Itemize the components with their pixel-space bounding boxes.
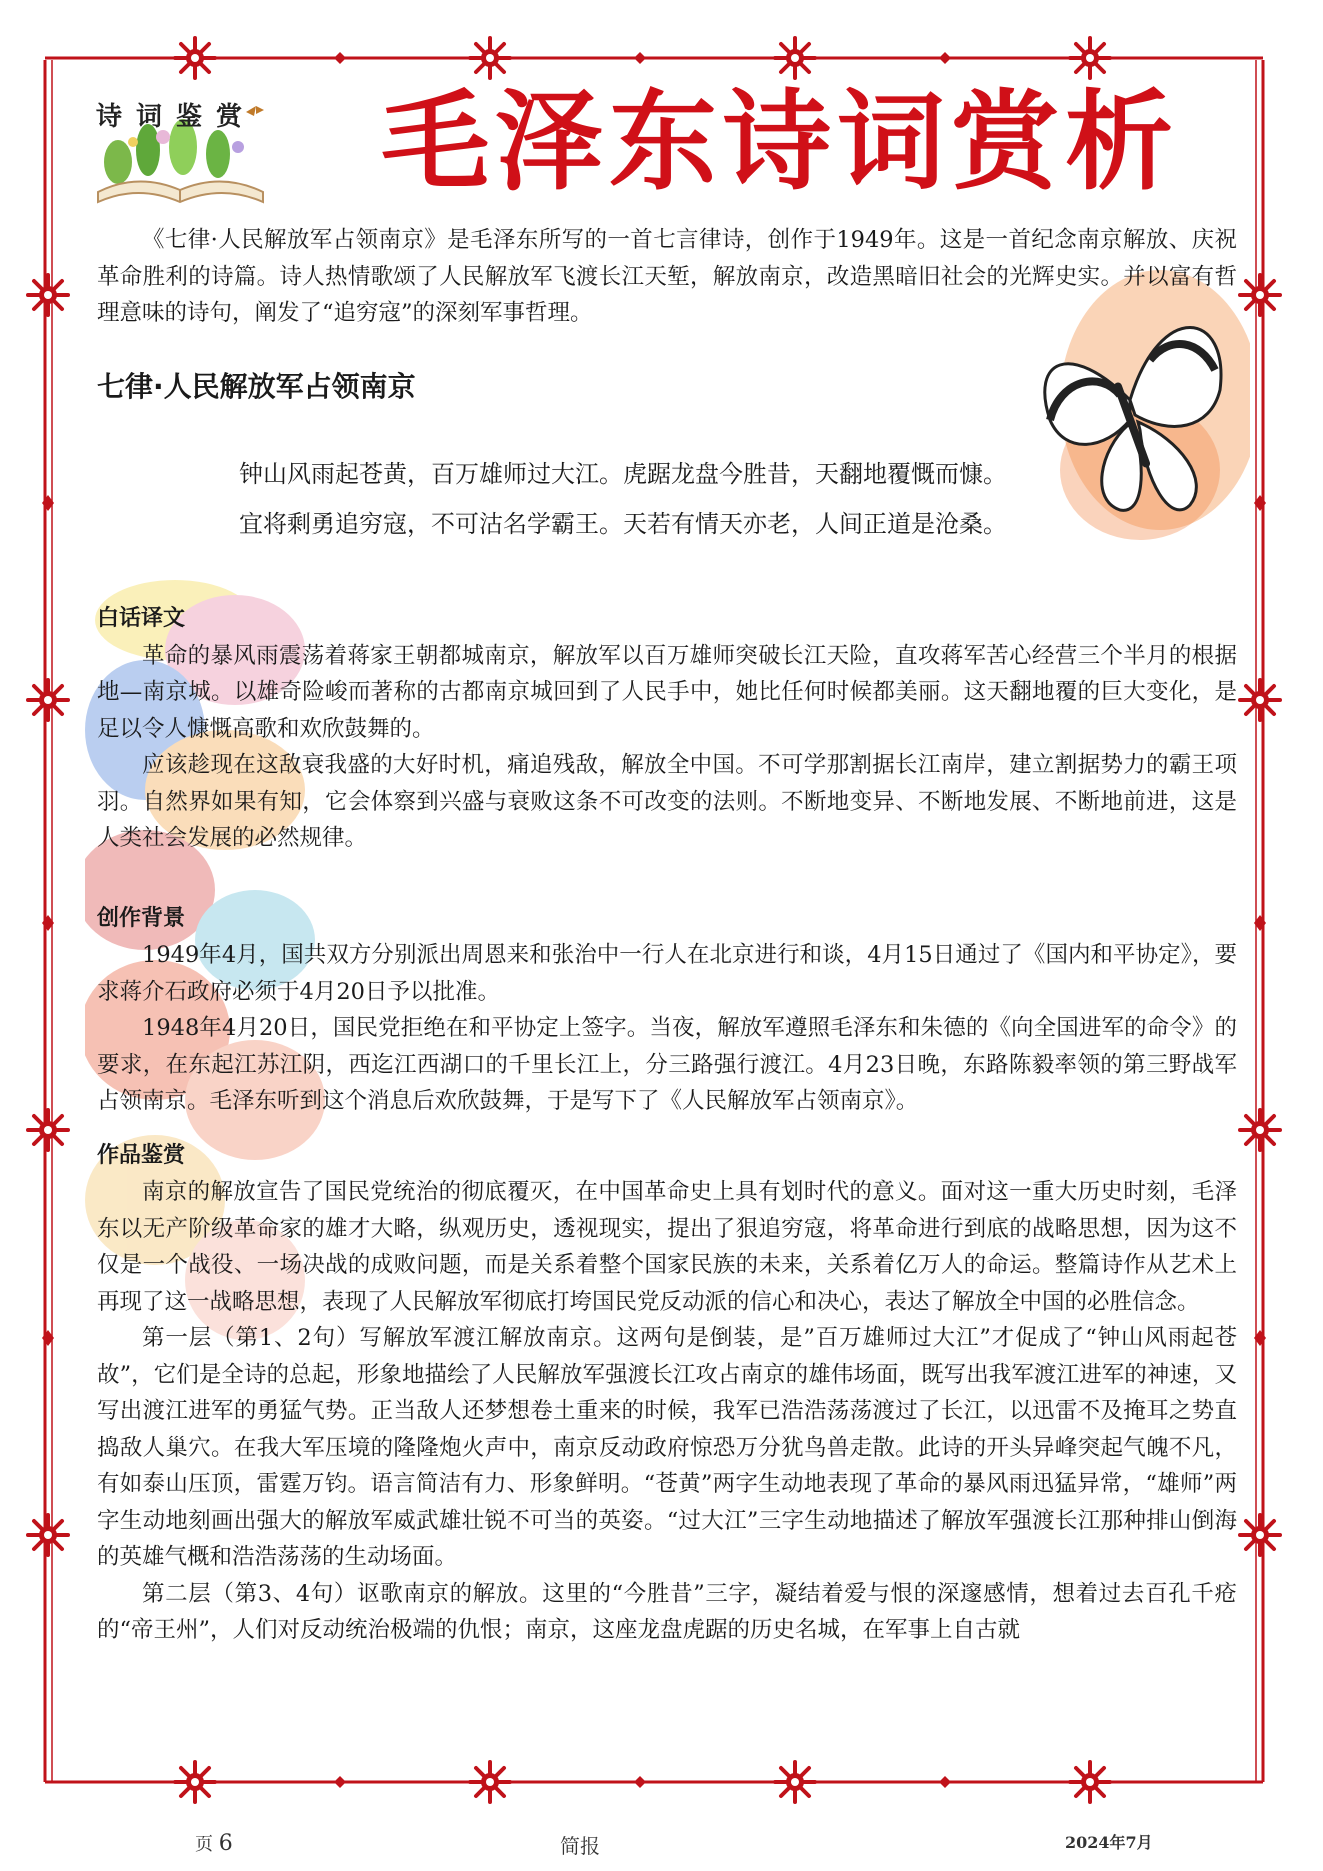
- footer-date: 2024年7月: [1065, 1833, 1153, 1852]
- appreciation-paragraph: 第二层（第3、4句）讴歌南京的解放。这里的“今胜昔”三字，凝结着爱与恨的深邃感情，想着过去百孔千疮的“帝王州”，人们对反动统治极端的仇恨；南京，这座龙盘虎踞的历史名城，在军事上自古就: [97, 1580, 1237, 1643]
- appreciation-heading: 作品鉴赏: [97, 1142, 186, 1168]
- article-body: [97, 222, 1237, 1649]
- background-paragraph: 1949年4月，国共双方分别派出周恩来和张治中一行人在北京进行和谈，4月15日通过了《国内和平协定》，要求蒋介石政府必须于4月20日予以批准。: [97, 942, 1237, 1005]
- column-label: 诗词鉴赏: [96, 102, 257, 132]
- poem-line: 钟山风雨起苍黄，百万雄师过大江。虎踞龙盘今胜昔，天翻地覆慨而慷。: [239, 460, 1007, 488]
- page-number-value: 6: [218, 1831, 233, 1856]
- translation-paragraph: 革命的暴风雨震荡着蒋家王朝都城南京，解放军以百万雄师突破长江天险，直攻蒋军苦心经营三个半月的根据地—南京城。以雄奇险峻而著称的古都南京城回到了人民手中，她比任何时候都美丽。这天翻地覆的巨大变化，是足以令人慷慨高歌和欢欣鼓舞的。: [97, 642, 1237, 742]
- poem-line: 宜将剩勇追穷寇，不可沽名学霸王。天若有情天亦老，人间正道是沧桑。: [239, 510, 1007, 538]
- appreciation-paragraph: 第一层（第1、2句）写解放军渡江解放南京。这两句是倒装，是”百万雄师过大江”才促成了“钟山风雨起苍故”，它们是全诗的总起，形象地描绘了人民解放军强渡长江攻占南京的雄伟场面，既写出我军渡江进军的神速，又写出渡江进军的勇猛气势。正当敌人还梦想卷土重来的时候，我军已浩浩荡荡渡过了长江，以迅雷不及掩耳之势直捣敌人巢穴。在我大军压境的隆隆炮火声中，南京反动政府惊恐万分犹鸟兽走散。此诗的开头异峰突起气魄不凡，有如泰山压顶，雷霆万钧。语言简洁有力、形象鲜明。“苍黄”两字生动地表现了革命的暴风雨迅猛异常，“雄师”两字生动地刻画出强大的解放军威武雄壮锐不可当的英姿。“过大江”三字生动地描述了解放军强渡长江那种排山倒海的英雄气概和浩浩荡荡的生动场面。: [97, 1325, 1237, 1570]
- footer-publication: 简报: [560, 1834, 600, 1858]
- background-heading: 创作背景: [97, 905, 186, 931]
- translation-paragraph: 应该趁现在这敌衰我盛的大好时机，痛追残敌，解放全中国。不可学那割据长江南岸，建立割据势力的霸王项羽。自然界如果有知，它会体察到兴盛与衰败这条不可改变的法则。不断地变异、不断地发展、不断地前进，这是人类社会发展的必然规律。: [97, 752, 1237, 851]
- page-number: [195, 1830, 233, 1856]
- background-paragraph: 1948年4月20日，国民党拒绝在和平协定上签字。当夜，解放军遵照毛泽东和朱德的《向全国进军的命令》的要求，在东起江苏江阴，西迄江西湖口的千里长江上，分三路强行渡江。4月23日晚，东路陈毅率领的第三野战军占领南京。毛泽东听到这个消息后欢欣鼓舞，于是写下了《人民解放军占领南京》。: [97, 1015, 1237, 1114]
- page-prefix: 页: [195, 1834, 213, 1855]
- intro-paragraph: 《七律·人民解放军占领南京》是毛泽东所写的一首七言律诗，创作于1949年。这是一首纪念南京解放、庆祝革命胜利的诗篇。诗人热情歌颂了人民解放军飞渡长江天堑，解放南京，改造黑暗旧社会的光辉史实。并以富有哲理意味的诗句，阐发了“追穷寇”的深刻军事哲理。: [97, 227, 1237, 326]
- appreciation-paragraph: 南京的解放宣告了国民党统治的彻底覆灭，在中国革命史上具有划时代的意义。面对这一重大历史时刻，毛泽东以无产阶级革命家的雄才大略，纵观历史，透视现实，提出了狠追穷寇，将革命进行到底的战略思想，因为这不仅是一个战役、一场决战的成败问题，而是关系着整个国家民族的未来，关系着亿万人的命运。整篇诗作从艺术上再现了这一战略思想，表现了人民解放军彻底打垮国民党反动派的信心和决心，表达了解放全中国的必胜信念。: [97, 1179, 1237, 1315]
- translation-heading: 白话译文: [97, 606, 186, 631]
- poem-title: 七律·人民解放军占领南京: [97, 369, 416, 403]
- page-title: 毛泽东诗词赏析: [380, 80, 1179, 205]
